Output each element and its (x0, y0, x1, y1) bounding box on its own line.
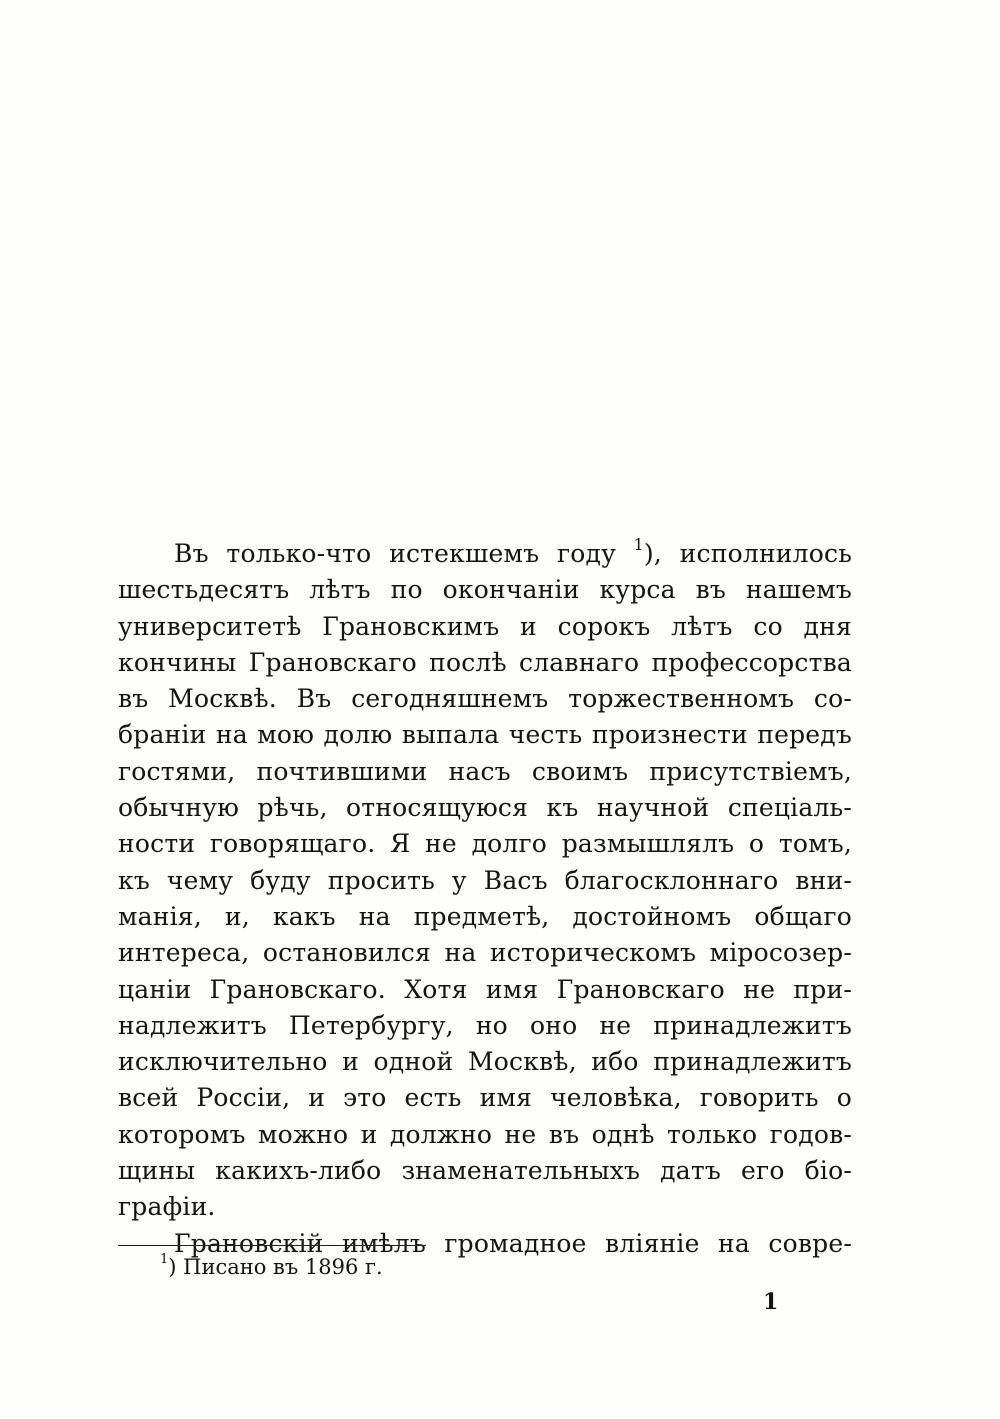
text-line: исключительно и одной Москвѣ, ибо принадлежитъ (118, 1047, 852, 1077)
text-line (118, 536, 852, 572)
text-line: интереса, остановился на историческомъ міросозер- (118, 938, 852, 968)
text-line: надлежитъ Петербургу, но оно не принадлежитъ (118, 1010, 852, 1040)
text-line: въ Москвѣ. Въ сегодняшнемъ торжественномъ со- (118, 684, 852, 714)
text-line: кончины Грановскаго послѣ славнаго профессорства (118, 647, 852, 677)
text-line: къ чему буду просить у Васъ благосклоннаго вни- (118, 865, 852, 895)
line-text: Въ только-что истекшемъ году (174, 539, 634, 568)
text-line: манія, и, какъ на предметѣ, достойномъ общаго (118, 901, 852, 931)
footnote-divider (118, 1245, 426, 1246)
footnote-text: ) Писано въ 1896 г. (168, 1255, 383, 1279)
text-line: гостями, почтившими насъ своимъ присутствіемъ, (118, 756, 852, 786)
text-line: обычную рѣчь, относящуюся къ научной спеціаль- (118, 793, 852, 823)
text-line: ности говорящаго. Я не долго размышлялъ о томъ, (118, 829, 852, 859)
text-line: шестьдесятъ лѣтъ по окончаніи курса въ нашемъ (118, 575, 852, 605)
footnote-reference: 1 (633, 535, 644, 554)
line-text: ), исполнилось (643, 539, 853, 568)
text-line: всей Россіи, и это есть имя человѣка, говорить о (118, 1083, 852, 1113)
body-text (118, 536, 852, 1262)
text-line: графіи. (118, 1192, 216, 1222)
footnote-marker: 1 (160, 1252, 169, 1268)
text-line: браніи на мою долю выпала честь произнести передъ (118, 720, 852, 750)
text-line: щины какихъ-либо знаменательныхъ датъ его біо- (118, 1156, 852, 1186)
footnote (160, 1252, 383, 1282)
text-line: Грановскій имѣлъ громадное вліяніе на совре- (174, 1228, 852, 1258)
text-line: которомъ можно и должно не въ однѣ только годов- (118, 1119, 852, 1149)
text-line: цаніи Грановскаго. Хотя имя Грановскаго не при- (118, 974, 852, 1004)
text-line: университетѣ Грановскимъ и сорокъ лѣтъ со дня (118, 611, 852, 641)
page-number: 1 (763, 1289, 779, 1315)
